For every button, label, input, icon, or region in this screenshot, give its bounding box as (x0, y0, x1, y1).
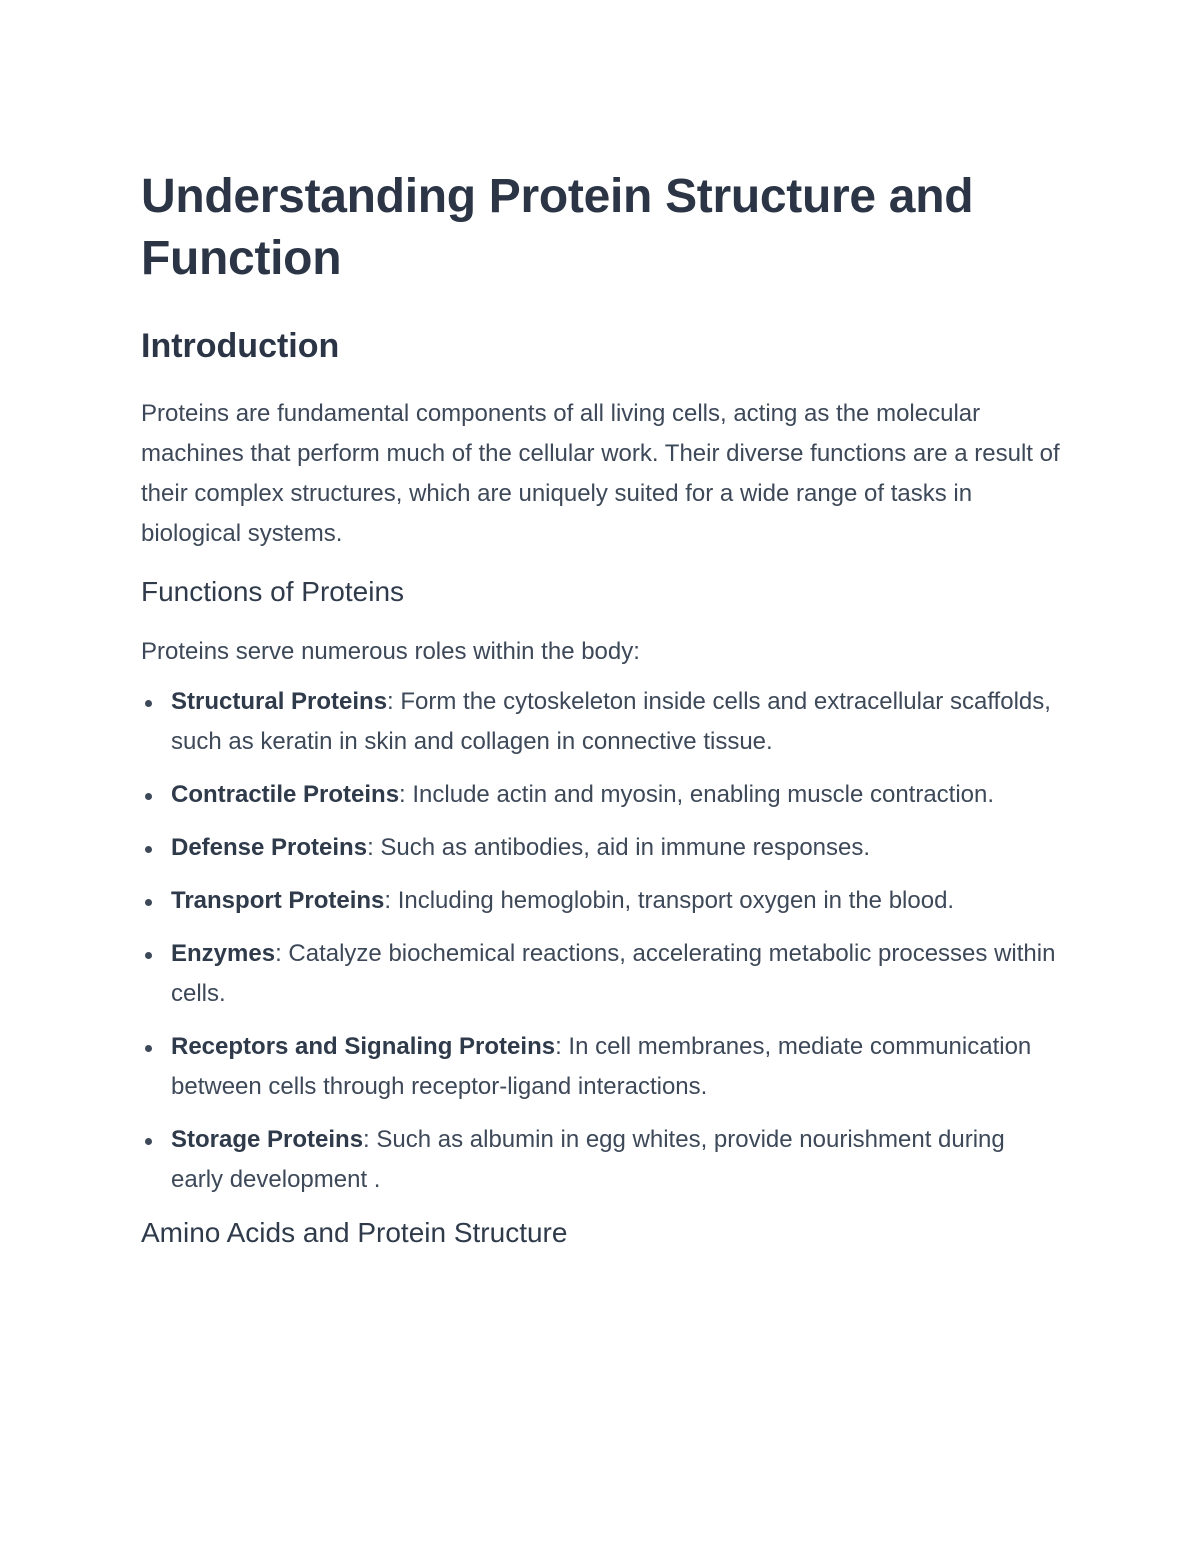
introduction-paragraph: Proteins are fundamental components of all living cells, acting as the molecular machines that perform much of the cellular work. Their diverse functions are a result of their complex structures, which are uniquely suited for a wide range of tasks in biological systems. (141, 400, 1060, 547)
list-item (141, 775, 1061, 815)
functions-lead: Proteins serve numerous roles within the body: (141, 638, 640, 665)
bullet-icon (145, 952, 152, 959)
list-item (141, 934, 1061, 1014)
list-item-term: Contractile Proteins (171, 781, 400, 808)
document-page (141, 166, 1061, 1253)
list-item-text: : Catalyze biochemical reactions, accelerating metabolic processes within cells. (171, 940, 1056, 1007)
list-item-term: Structural Proteins (171, 688, 388, 715)
list-item (141, 828, 1061, 868)
bullet-icon (145, 1138, 152, 1145)
bullet-icon (145, 793, 152, 800)
list-item (141, 881, 1061, 921)
list-item-text: : Including hemoglobin, transport oxygen in the blood. (384, 887, 955, 914)
bullet-icon (145, 700, 152, 707)
list-item-text: : Form the cytoskeleton inside cells and extracellular scaffolds, such as keratin in skin and collagen in connective tissue. (171, 688, 1051, 755)
functions-heading: Functions of Proteins (141, 576, 405, 607)
introduction-heading: Introduction (141, 327, 340, 365)
list-item-text: : Include actin and myosin, enabling muscle contraction. (399, 781, 995, 808)
list-item (141, 682, 1061, 762)
bullet-icon (145, 899, 152, 906)
list-item-text: : Such as antibodies, aid in immune responses. (367, 834, 871, 861)
list-item-term: Transport Proteins (171, 887, 385, 914)
list-item-term: Enzymes (171, 940, 276, 967)
bullet-icon (145, 1045, 152, 1052)
list-item-term: Defense Proteins (171, 834, 368, 861)
list-item (141, 1120, 1061, 1200)
functions-list (141, 682, 1061, 1200)
list-item-text: : In cell membranes, mediate communication between cells through receptor-ligand interactions. (171, 1033, 1032, 1100)
document-title: Understanding Protein Structure and Function (141, 170, 974, 285)
bullet-icon (145, 846, 152, 853)
list-item-term: Receptors and Signaling Proteins (171, 1033, 556, 1060)
list-item-term: Storage Proteins (171, 1126, 364, 1153)
list-item-text: : Such as albumin in egg whites, provide nourishment during early development . (171, 1126, 1005, 1193)
list-item (141, 1027, 1061, 1107)
amino-acids-heading: Amino Acids and Protein Structure (141, 1217, 568, 1248)
